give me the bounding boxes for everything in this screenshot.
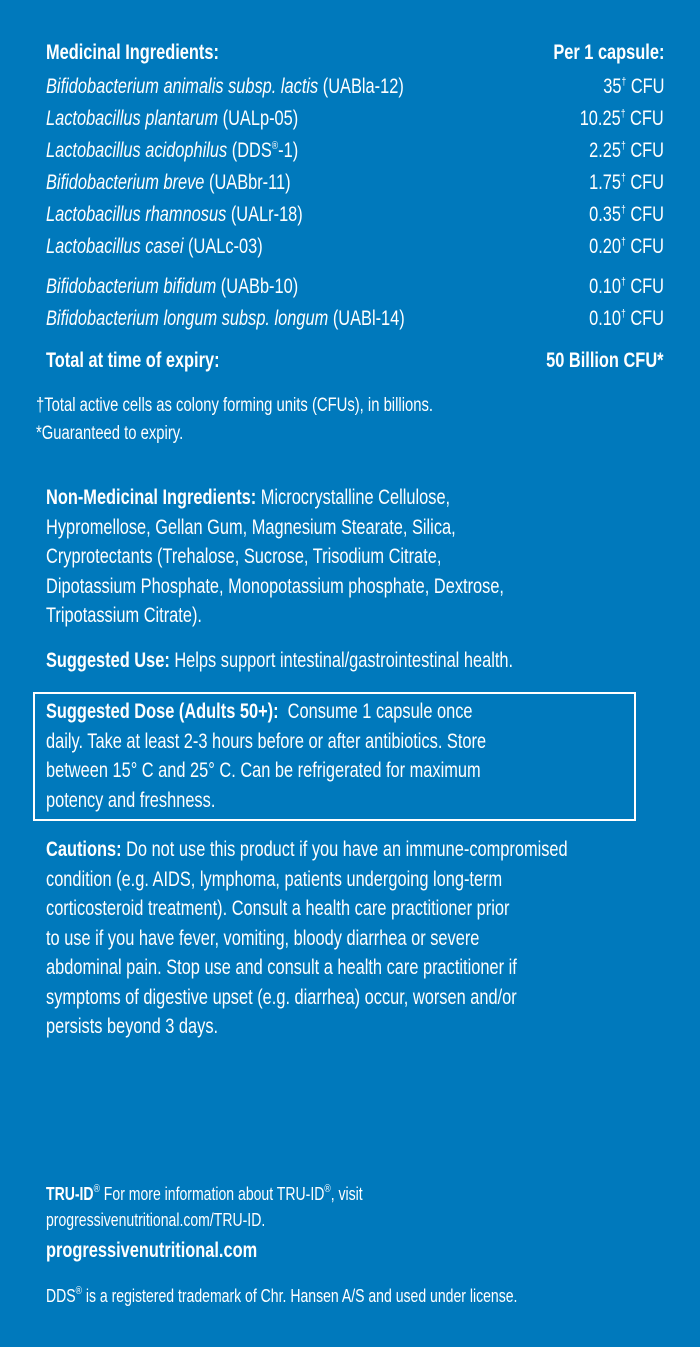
- suggested-dose-section: [46, 697, 686, 815]
- dagger-mark: †: [620, 76, 626, 88]
- non-medicinal-line: Microcrystalline Cellulose,: [256, 486, 451, 509]
- non-medicinal-label: Non-Medicinal Ingredients:: [46, 486, 257, 509]
- ingredient-amount: 35: [602, 75, 621, 98]
- suggested-dose-label: Suggested Dose (Adults 50+):: [46, 700, 279, 723]
- medicinal-heading: Medicinal Ingredients:: [46, 41, 219, 64]
- ingredient-strain-pre: (DDS: [231, 139, 272, 162]
- non-medicinal-line: Cryprotectants (Trehalose, Sucrose, Trisodium Citrate,: [46, 545, 442, 568]
- ingredient-amount: 1.75: [589, 171, 621, 194]
- cautions-line: corticosteroid treatment). Consult a health care practitioner prior: [46, 897, 510, 920]
- ingredient-unit: CFU: [630, 139, 664, 162]
- ingredient-strain: (UALc-03): [188, 235, 263, 258]
- dagger-mark: †: [620, 140, 626, 152]
- ingredient-row: [46, 271, 664, 303]
- registered-mark: ®: [93, 1183, 100, 1195]
- ingredient-name: Lactobacillus acidophilus: [46, 139, 228, 162]
- ingredient-amount: 0.10: [589, 275, 621, 298]
- registered-mark: ®: [271, 140, 279, 152]
- ingredient-row: [46, 103, 664, 135]
- cautions-label: Cautions:: [46, 838, 122, 861]
- cautions-line: Do not use this product if you have an immune-compromised: [121, 838, 568, 861]
- suggested-use-text: Helps support intestinal/gastrointestinal health.: [169, 649, 514, 672]
- cautions-line: symptoms of digestive upset (e.g. diarrhea) occur, worsen and/or: [46, 985, 517, 1009]
- suggested-dose-line: potency and freshness.: [46, 788, 216, 812]
- dagger-mark: †: [620, 204, 626, 216]
- ingredient-unit: CFU: [630, 203, 664, 226]
- ingredient-unit: CFU: [630, 235, 664, 258]
- total-label: Total at time of expiry:: [46, 349, 220, 372]
- suggested-dose-line: daily. Take at least 2-3 hours before or after antibiotics. Store: [46, 729, 487, 753]
- cautions-line: to use if you have fever, vomiting, bloody diarrhea or severe: [46, 926, 480, 950]
- ingredient-unit: CFU: [630, 275, 664, 298]
- dagger-footnote: †Total active cells as colony forming units (CFUs), in billions.: [36, 395, 433, 416]
- website-link[interactable]: progressivenutritional.com: [46, 1239, 258, 1262]
- ingredient-strain: (UALr-18): [230, 203, 303, 226]
- trademark-text: is a registered trademark of Chr. Hansen A/S and used under license.: [81, 1286, 518, 1306]
- ingredient-unit: CFU: [630, 75, 664, 98]
- ingredient-name: Lactobacillus rhamnosus: [46, 203, 227, 226]
- dagger-mark: †: [620, 172, 626, 184]
- ingredient-amount: 10.25: [579, 107, 621, 130]
- non-medicinal-line: Dipotassium Phosphate, Monopotassium phosphate, Dextrose,: [46, 574, 504, 598]
- ingredient-strain: (UABb-10): [220, 275, 299, 298]
- truid-text-b: , visit: [330, 1184, 363, 1204]
- truid-text-a: For more information about TRU-ID: [99, 1184, 325, 1204]
- non-medicinal-line: Hypromellose, Gellan Gum, Magnesium Stearate, Silica,: [46, 515, 456, 539]
- cautions-line: condition (e.g. AIDS, lymphoma, patients undergoing long-term: [46, 867, 503, 891]
- registered-mark: ®: [75, 1285, 82, 1297]
- ingredient-row: [46, 199, 664, 231]
- non-medicinal-line: Tripotassium Citrate).: [46, 604, 202, 627]
- total-value: 50 Billion CFU*: [546, 349, 664, 372]
- suggested-dose-line: between 15° C and 25° C. Can be refrigerated for maximum: [46, 759, 481, 782]
- ingredient-name: Bifidobacterium longum subsp. longum: [46, 307, 329, 330]
- asterisk-footnote: *Guaranteed to expiry.: [36, 423, 184, 444]
- cautions-line: abdominal pain. Stop use and consult a health care practitioner if: [46, 956, 517, 979]
- ingredient-unit: CFU: [630, 107, 664, 130]
- ingredient-amount: 0.20: [589, 235, 621, 258]
- dagger-mark: †: [620, 276, 626, 288]
- ingredient-amount: 0.35: [589, 203, 621, 226]
- truid-brand: TRU-ID: [46, 1184, 94, 1204]
- ingredient-strain-post: -1): [278, 139, 299, 162]
- ingredient-name: Lactobacillus casei: [46, 235, 184, 258]
- ingredient-unit: CFU: [630, 171, 664, 194]
- medicinal-header-row: [46, 37, 664, 69]
- ingredient-strain: (UABl-14): [332, 307, 405, 330]
- ingredient-amount: 0.10: [589, 307, 621, 330]
- truid-url[interactable]: progressivenutritional.com/TRU-ID.: [46, 1210, 266, 1230]
- ingredient-row: [46, 167, 664, 199]
- registered-mark: ®: [324, 1183, 331, 1195]
- ingredient-row: [46, 135, 664, 167]
- non-medicinal-section: [46, 483, 686, 631]
- dds-brand: DDS: [46, 1286, 76, 1306]
- dagger-mark: †: [620, 236, 626, 248]
- suggested-use-section: [46, 646, 686, 676]
- ingredient-strain: (UABla-12): [322, 75, 404, 98]
- ingredient-unit: CFU: [630, 307, 664, 330]
- ingredient-name: Lactobacillus plantarum: [46, 107, 219, 130]
- truid-line: [46, 1181, 363, 1208]
- per-capsule-heading: Per 1 capsule:: [552, 41, 664, 64]
- ingredient-row: [46, 303, 664, 335]
- suggested-use-label: Suggested Use:: [46, 649, 170, 672]
- ingredient-row: [46, 231, 664, 263]
- total-row: [46, 345, 664, 377]
- suggested-dose-line: Consume 1 capsule once: [278, 700, 473, 723]
- ingredient-row: [46, 71, 664, 103]
- trademark-line: [46, 1283, 517, 1310]
- ingredient-name: Bifidobacterium animalis subsp. lactis: [46, 75, 319, 98]
- ingredient-strain: (UALp-05): [222, 107, 299, 130]
- ingredient-name: Bifidobacterium breve: [46, 171, 205, 194]
- dagger-mark: †: [620, 308, 626, 320]
- cautions-section: [46, 835, 686, 1042]
- ingredient-strain: (UABbr-11): [208, 171, 291, 194]
- dagger-mark: †: [620, 108, 626, 120]
- cautions-line: persists beyond 3 days.: [46, 1015, 219, 1038]
- ingredient-amount: 2.25: [589, 139, 621, 162]
- ingredient-name: Bifidobacterium bifidum: [46, 275, 217, 298]
